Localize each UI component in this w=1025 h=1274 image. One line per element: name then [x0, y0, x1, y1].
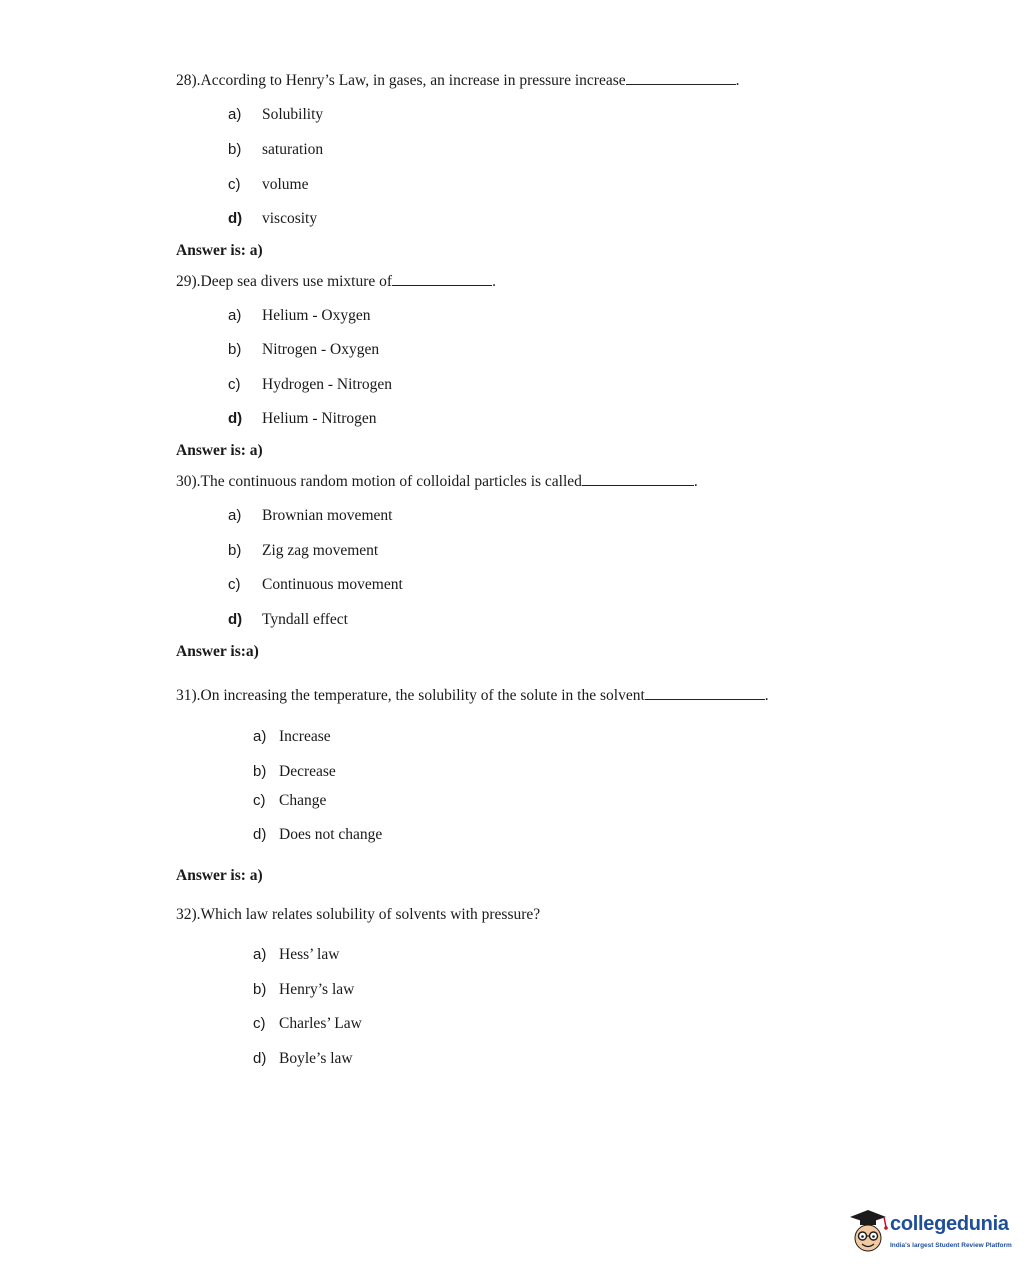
answer-30: Answer is:a) [176, 643, 259, 660]
question-text: 29).Deep sea divers use mixture of [176, 273, 393, 290]
answer-blank [582, 473, 694, 486]
question-29 [176, 273, 496, 291]
option-c: c) Hydrogen - Nitrogen [228, 376, 392, 393]
option-a: a) Increase [253, 728, 331, 745]
answer-29: Answer is: a) [176, 442, 263, 459]
option-a: a) Helium - Oxygen [228, 307, 371, 324]
question-text: 30).The continuous random motion of colloidal particles is called [176, 473, 582, 490]
question-28 [176, 72, 740, 90]
option-d: d) viscosity [228, 210, 318, 227]
answer-31: Answer is: a) [176, 867, 263, 884]
logo-tagline: India's largest Student Review Platform [890, 1242, 1012, 1249]
question-text: 28).According to Henry’s Law, in gases, an increase in pressure increase [176, 72, 626, 89]
option-a: a) Brownian movement [228, 507, 393, 524]
period: . [693, 473, 698, 490]
option-d: d) Tyndall effect [228, 611, 348, 628]
option-d: d) Boyle’s law [253, 1050, 353, 1067]
answer-blank [645, 687, 765, 700]
option-a: a) Hess’ law [253, 946, 340, 963]
question-text: 31).On increasing the temperature, the solubility of the solute in the solvent [176, 687, 645, 704]
answer-28: Answer is: a) [176, 242, 263, 259]
period: . [764, 687, 769, 704]
question-32: 32).Which law relates solubility of solvents with pressure? [176, 906, 541, 923]
answer-blank [626, 72, 736, 85]
logo-wordmark: collegedunia [890, 1213, 1009, 1235]
option-b: b) Zig zag movement [228, 542, 379, 559]
option-c: c) volume [228, 176, 309, 193]
option-b: b) saturation [228, 141, 324, 158]
option-c: c) Continuous movement [228, 576, 403, 593]
option-b: b) Henry’s law [253, 981, 355, 998]
question-31 [176, 687, 769, 705]
option-b: b) Decrease [253, 763, 336, 780]
option-b: b) Nitrogen - Oxygen [228, 341, 380, 358]
option-d: d) Does not change [253, 826, 383, 843]
answer-blank [392, 273, 492, 286]
question-30 [176, 473, 698, 491]
period: . [492, 273, 496, 290]
option-c: c) Charles’ Law [253, 1015, 362, 1032]
period: . [735, 72, 740, 89]
option-a: a) Solubility [228, 106, 324, 123]
option-c: c) Change [253, 792, 327, 809]
option-d: d) Helium - Nitrogen [228, 410, 377, 427]
